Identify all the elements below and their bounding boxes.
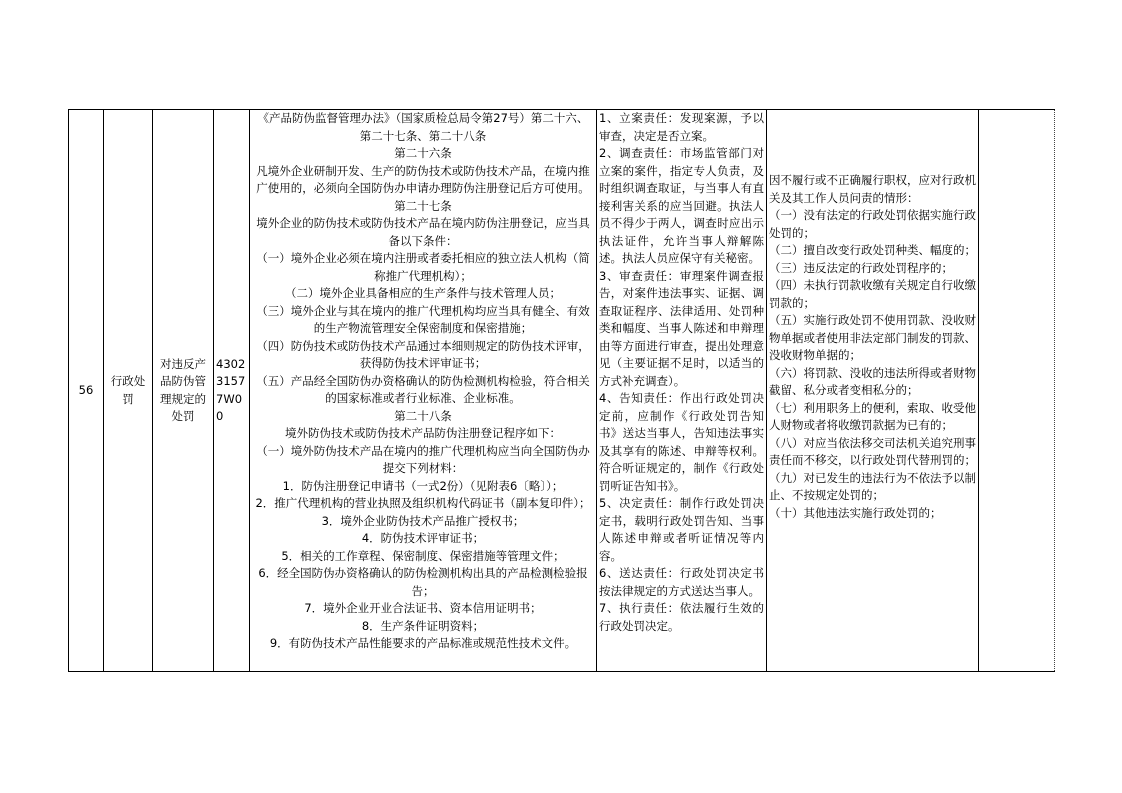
remark-cell (979, 110, 1055, 672)
duty-item: 4、告知责任：作出行政处罚决定前，应制作《行政处罚告知书》送达当事人，告知违法事实及其享有的陈述、申辩等权利。符合听证规定的，制作《行政处罚听证告知书》。 (599, 391, 764, 493)
responsibilities (597, 110, 767, 672)
accountability-item: （九）对已发生的违法行为不依法予以制止、不按规定处罚的； (769, 470, 976, 502)
basis-line: 第二十七条 (394, 198, 452, 213)
basis-line: （二）境外企业具备相应的生产条件与技术管理人员； (285, 286, 561, 300)
accountability-item: （十）其他违法实施行政处罚的； (769, 505, 942, 520)
duty-item: 3、审查责任：审理案件调查报告，对案件违法事实、证据、调查取证程序、法律适用、处罚种类和幅度、当事人陈述和申辩理由等方面进行审查，提出处理意见（主要证据不足时，以适当的方式补充调查）。 (599, 268, 764, 388)
accountability-cases (767, 110, 979, 672)
basis-line: （五）产品经全国防伪办资格确认的防伪检测机构检验，符合相关的国家标准或者行业标准、企业标准。 (256, 373, 590, 405)
basis-line: 8．生产条件证明资料； (361, 618, 485, 633)
basis-line: 7．境外企业开业合法证书、资本信用证明书； (304, 601, 542, 615)
accountability-item: （二）擅自改变行政处罚种类、幅度的； (769, 243, 976, 257)
row-number: 56 (69, 110, 104, 672)
duty-item: 1、立案责任：发现案源，予以审查，决定是否立案。 (599, 111, 764, 143)
duty-item: 2、调查责任：市场监管部门对立案的案件，指定专人负责，及时组织调查取证，与当事人有直接利害关系的应当回避。执法人员不得少于两人，调查时应出示执法证件，允许当事人辩解陈述。执法人员应保守有关秘密。 (599, 146, 764, 265)
accountability-item: （三）违反法定的行政处罚程序的； (769, 260, 953, 275)
accountability-item: （七）利用职务上的便利，索取、收受他人财物或者将收缴罚款据为已有的； (769, 400, 976, 432)
basis-line: 凡境外企业研制开发、生产的防伪技术或防伪技术产品，在境内推广使用的，必须向全国防伪办申请办理防伪注册登记后方可使用。 (256, 163, 590, 195)
basis-line: （四）防伪技术或防伪技术产品通过本细则规定的防伪技术评审，获得防伪技术评审证书； (256, 338, 590, 370)
duty-item: 5、决定责任：制作行政处罚决定书，载明行政处罚告知、当事人陈述申辩或者听证情况等内容。 (599, 496, 764, 563)
item-code: 43023157 7W00 (214, 110, 250, 672)
basis-line: 9．有防伪技术产品性能要求的产品标准或规范性技术文件。 (269, 636, 577, 650)
item-name: 对违反产品防伪管理规定的处罚 (153, 110, 214, 672)
duty-item: 6、送达责任：行政处罚决定书按法律规定的方式送达当事人。 (599, 566, 764, 598)
accountability-item: （一）没有法定的行政处罚依据实施行政处罚的； (769, 208, 976, 240)
basis-line: 2．推广代理机构的营业执照及组织机构代码证书（副本复印件）； (255, 496, 591, 510)
basis-line: 境外企业的防伪技术或防伪技术产品在境内防伪注册登记，应当具备以下条件： (256, 216, 590, 248)
basis-line: （三）境外企业与其在境内的推广代理机构均应当具有健全、有效的生产物流管理安全保密制度和保密措施； (256, 303, 590, 335)
basis-line: 第二十八条 (394, 408, 452, 423)
accountability-item: （四）未执行罚款收缴有关规定自行收缴罚款的； (769, 278, 976, 310)
basis-line: 3．境外企业防伪技术产品推广授权书； (321, 513, 525, 528)
basis-line: 境外防伪技术或防伪技术产品防伪注册登记程序如下： (285, 426, 561, 440)
basis-line: 5．相关的工作章程、保密制度、保密措施等管理文件； (281, 548, 565, 563)
basis-line: （一）境外企业必须在境内注册或者委托相应的独立法人机构（简称推广代理机构）； (256, 251, 590, 283)
accountability-item: （五）实施行政处罚不使用罚款、没收财物单据或者使用非法定部门制发的罚款、没收财物单据的； (769, 313, 976, 362)
basis-line: 6．经全国防伪办资格确认的防伪检测机构出具的产品检测检验报告； (258, 566, 588, 598)
basis-line: 《产品防伪监督管理办法》（国家质检总局令第27号）第二十六、第二十七条、第二十八条 (257, 111, 589, 143)
basis-line: 4．防伪技术评审证书； (361, 531, 485, 545)
accountability-item: （六）将罚款、没收的违法所得或者财物截留、私分或者变相私分的； (769, 365, 976, 397)
duty-item: 7、执行责任：依法履行生效的行政处罚决定。 (599, 601, 764, 633)
accountability-item: 因不履行或不正确履行职权，应对行政机关及其工作人员问责的情形： (769, 173, 976, 205)
accountability-item: （八）对应当依法移交司法机关追究刑事责任而不移交，以行政处罚代替刑罚的； (769, 435, 976, 467)
power-category: 行政处罚 (104, 110, 153, 672)
legal-basis (250, 110, 597, 672)
power-list-table (68, 109, 1055, 672)
table-row (69, 110, 1055, 672)
basis-line: 第二十六条 (394, 146, 452, 160)
basis-line: （一）境外防伪技术产品在境内的推广代理机构应当向全国防伪办提交下列材料： (256, 443, 590, 475)
basis-line: 1．防伪注册登记申请书（一式2份）（见附表6〔略〕）； (282, 478, 564, 493)
